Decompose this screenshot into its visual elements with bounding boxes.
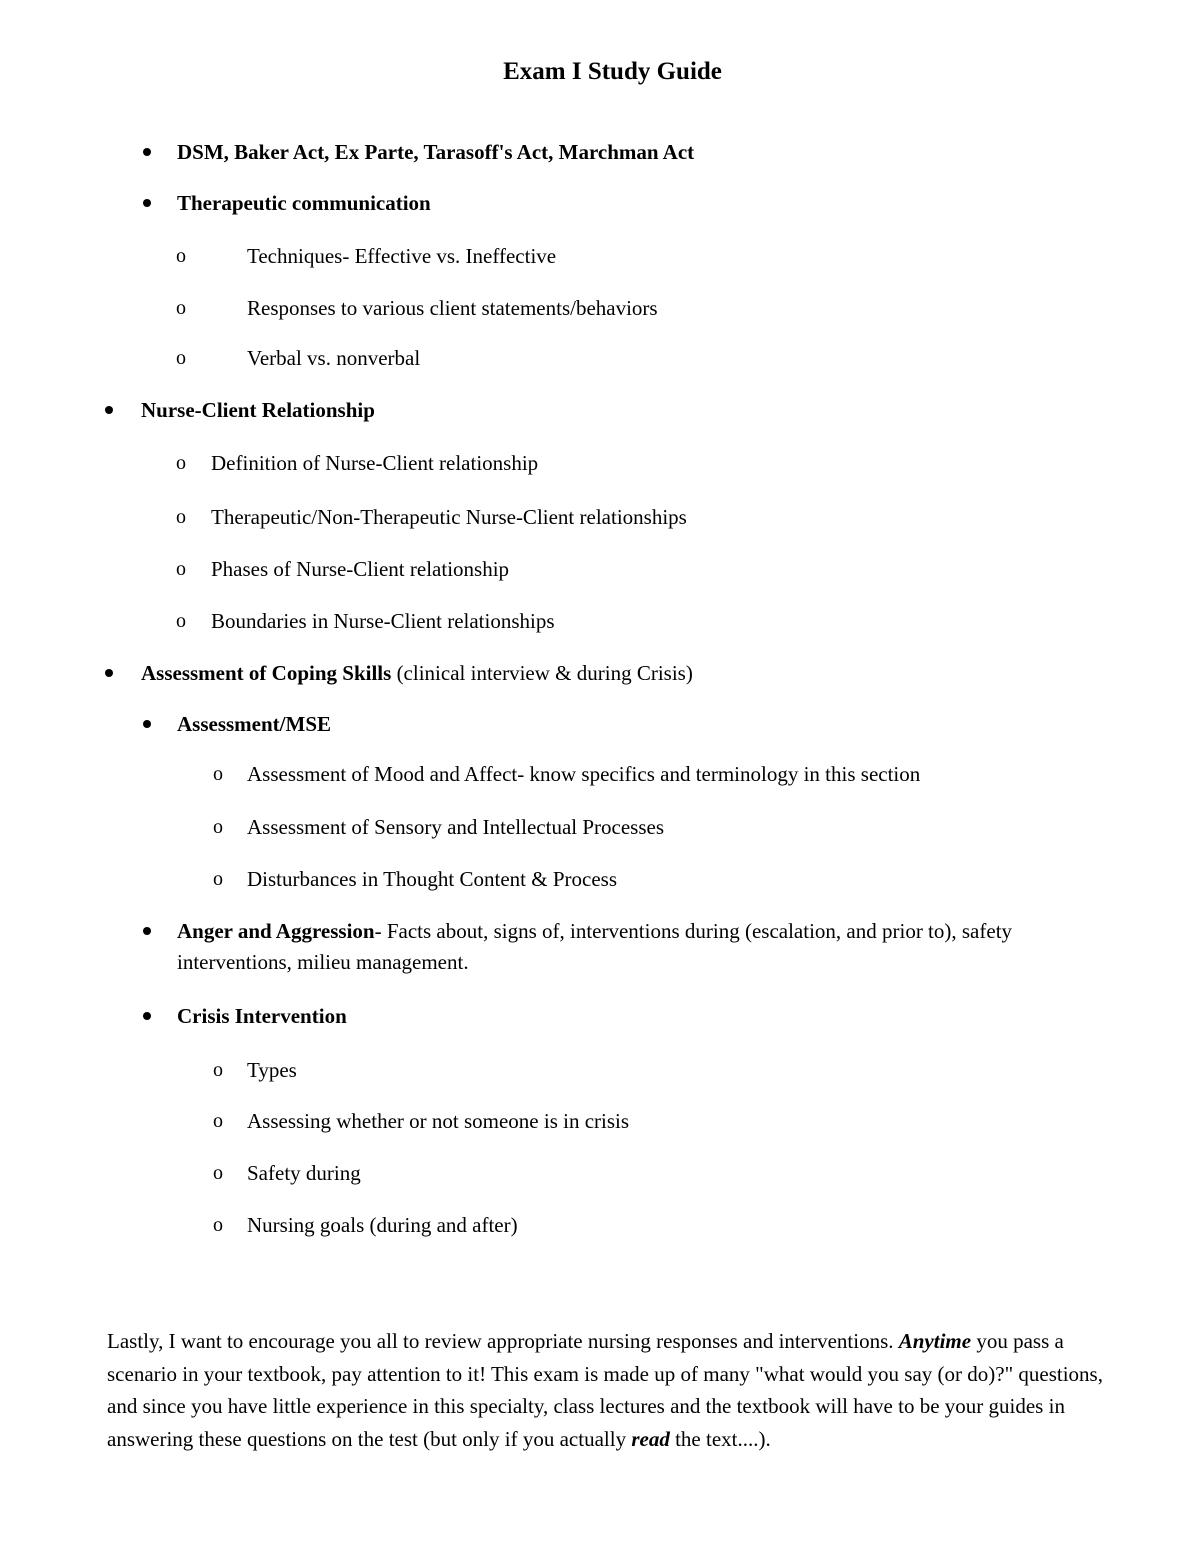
- bullet-hollow: o: [213, 1110, 223, 1132]
- item-text: - Facts about, signs of, interventions during (escalation, and prior to), safety: [374, 919, 1013, 943]
- bullet-hollow: o: [213, 763, 223, 785]
- bullet-hollow: o: [176, 297, 186, 319]
- list-item: Disturbances in Thought Content & Process: [247, 867, 617, 891]
- item-heading: Assessment of Coping Skills: [141, 661, 392, 685]
- list-item: Definition of Nurse-Client relationship: [211, 451, 539, 475]
- list-item: Techniques- Effective vs. Ineffective: [247, 244, 557, 268]
- bullet-hollow: o: [213, 1059, 223, 1081]
- list-item-anger: [177, 915, 1012, 947]
- bullet-dot: [143, 927, 151, 935]
- bullet-hollow: o: [213, 816, 223, 838]
- list-item: Safety during: [247, 1161, 361, 1185]
- bullet-hollow: o: [176, 610, 186, 632]
- list-item: Assessment of Mood and Affect- know specifics and terminology in this section: [247, 762, 921, 786]
- item-heading: Crisis Intervention: [177, 1004, 347, 1028]
- paragraph-text: you pass a scenario in your textbook, pay attention to it! This exam is made up of many "what would you say (or do)?" questions, and since you have little experience in this specialty, class lectures and the textbook will have to be your guides in answering these questions on the test (but only if you actually: [107, 1329, 1103, 1451]
- bullet-dot: [105, 669, 113, 677]
- list-item-coping: [141, 657, 693, 689]
- closing-paragraph: [107, 1325, 1127, 1455]
- bullet-hollow: o: [176, 506, 186, 528]
- bullet-hollow: o: [213, 868, 223, 890]
- paragraph-text: Lastly, I want to encourage you all to review appropriate nursing responses and interventions.: [107, 1329, 899, 1353]
- bullet-hollow: o: [176, 452, 186, 474]
- bullet-hollow: o: [176, 347, 186, 369]
- bullet-dot: [143, 148, 151, 156]
- paragraph-text: the text....).: [669, 1426, 771, 1451]
- list-item: Responses to various client statements/behaviors: [247, 296, 658, 320]
- bullet-hollow: o: [213, 1162, 223, 1184]
- item-heading: Therapeutic communication: [177, 191, 431, 215]
- list-item: Phases of Nurse-Client relationship: [211, 557, 510, 581]
- emphasis-anytime: Anytime: [898, 1329, 972, 1353]
- list-item-legal: [177, 136, 694, 168]
- bullet-hollow: o: [176, 558, 186, 580]
- bullet-dot: [143, 1012, 151, 1020]
- list-item: Assessing whether or not someone is in crisis: [247, 1109, 630, 1133]
- item-heading: DSM, Baker Act, Ex Parte, Tarasoff's Act, Marchman Act: [177, 140, 695, 164]
- item-note: (clinical interview & during Crisis): [391, 661, 693, 685]
- list-item-anger-continued: interventions, milieu management.: [177, 950, 469, 974]
- list-item: Therapeutic/Non-Therapeutic Nurse-Client relationships: [211, 505, 687, 529]
- bullet-dot: [105, 406, 113, 414]
- list-item-crisis: [177, 1000, 347, 1032]
- list-item: Types: [247, 1058, 297, 1082]
- list-item-nurse-client: [141, 394, 375, 426]
- item-heading: Assessment/MSE: [177, 712, 332, 736]
- bullet-hollow: o: [213, 1214, 223, 1236]
- emphasis-read: read: [631, 1426, 670, 1451]
- bullet-dot: [143, 720, 151, 728]
- list-item: Assessment of Sensory and Intellectual Processes: [247, 815, 664, 839]
- list-item: Boundaries in Nurse-Client relationships: [211, 609, 555, 633]
- item-heading: Anger and Aggression: [177, 919, 375, 943]
- list-item: Verbal vs. nonverbal: [247, 346, 421, 370]
- bullet-dot: [143, 199, 151, 207]
- item-heading: Nurse-Client Relationship: [141, 398, 375, 422]
- list-item: Nursing goals (during and after): [247, 1213, 518, 1237]
- list-item-mse: [177, 708, 331, 740]
- bullet-hollow: o: [176, 245, 186, 267]
- page-title: Exam I Study Guide: [503, 58, 722, 85]
- list-item-therapeutic-communication: [177, 187, 431, 219]
